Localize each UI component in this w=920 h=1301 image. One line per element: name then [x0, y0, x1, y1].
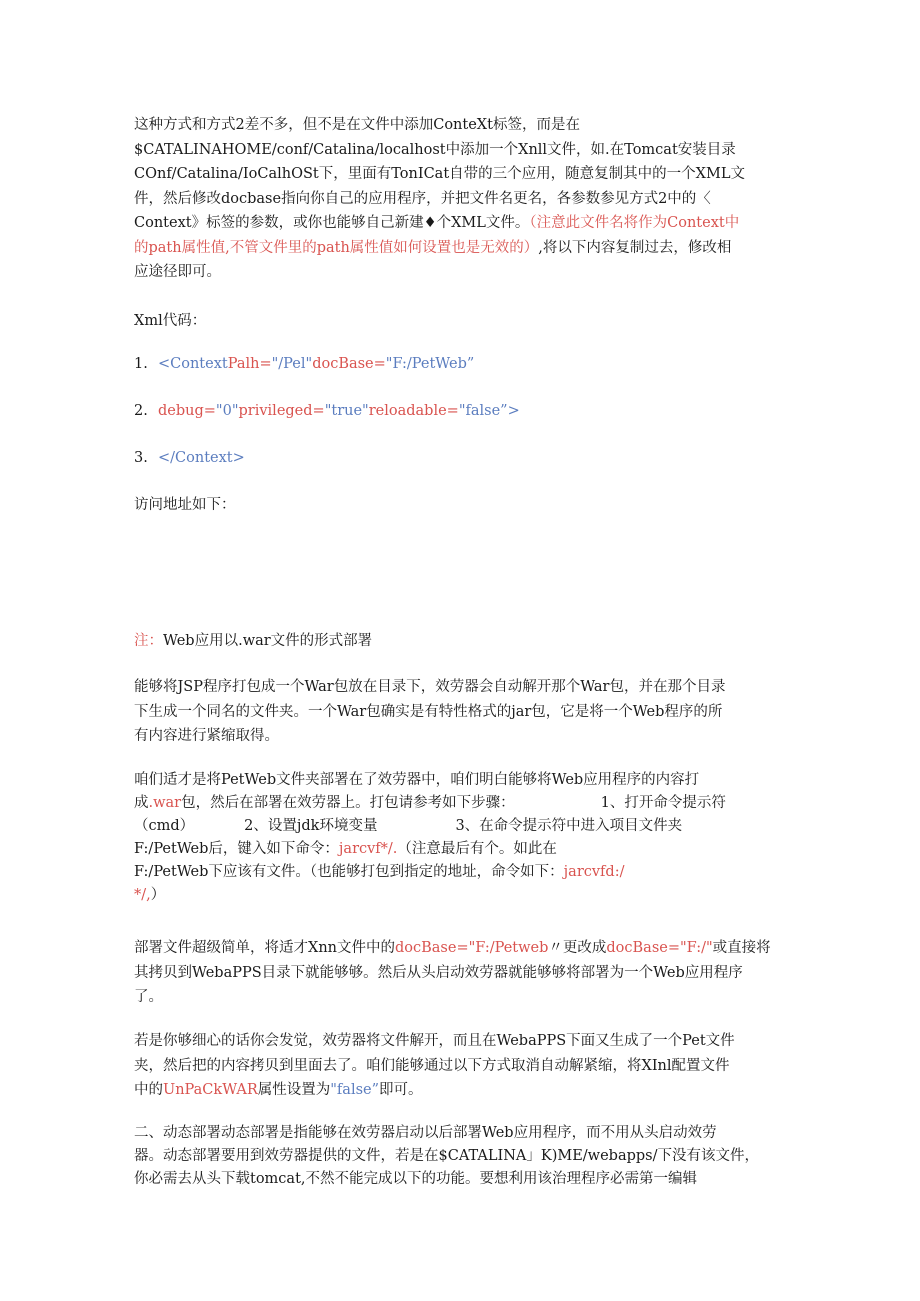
text-span: 部署文件超级简单，将适才Xnn文件中的: [134, 940, 395, 956]
text-line: [134, 236, 784, 261]
note-text: 的path属性值,不管文件里的path属性值如何设置也是无效的）: [134, 239, 539, 256]
access-address-label: 访问地址如下：: [134, 497, 236, 513]
text-line: [134, 861, 784, 884]
command-text: jarcvfd:/: [563, 864, 625, 880]
xml-attr: privileged=: [238, 403, 325, 419]
text-line: 若是你够细心的话你会发觉，效劳器将文件解开，而且在WebaPPS下面又生成了一个Pet文件: [134, 1033, 735, 1049]
text-span: 或直接将: [712, 940, 771, 956]
text-line: [134, 1078, 784, 1103]
step-3: 3、在命令提示符中进入项目文件夹: [455, 818, 683, 834]
text-span: F:/PetWeb下应该有文件。（也能够打包到指定的地址，命令如下：: [134, 864, 564, 880]
text-span: 即可。: [379, 1082, 423, 1098]
text-span: ,将以下内容复制过去，修改相: [538, 239, 732, 256]
xml-attr: debug=: [158, 403, 216, 419]
text-line: [134, 838, 784, 861]
command-text: jarcvf*/.: [338, 841, 398, 857]
code-line-3: [134, 450, 245, 466]
xml-code-label: Xml代码：: [134, 313, 207, 329]
paragraph-war-steps: [134, 769, 784, 907]
text-line: [134, 211, 784, 236]
line-number: 2.: [134, 403, 148, 419]
paragraph-dynamic-deploy: [134, 1122, 784, 1191]
note-marker: 注：: [134, 633, 163, 649]
attr-text: UnPaCkWAR: [163, 1082, 258, 1098]
line-number: 1.: [134, 356, 148, 372]
step-1: 1、打开命令提示符: [600, 795, 726, 811]
text-line: 你必需去从头下载tomcat,不然不能完成以下的功能。要想利用该治理程序必需第一编辑: [134, 1171, 698, 1187]
text-span: 〃更改成: [548, 940, 607, 956]
text-span: 中的: [134, 1082, 163, 1098]
text-span: Context》标签的参数，或你也能够自己新建♦个XML文件。: [134, 215, 530, 231]
text-span: F:/PetWeb后，键入如下命令：: [134, 841, 339, 857]
text-line: 了。: [134, 989, 163, 1005]
text-span: ）: [150, 887, 166, 903]
note-title: Web应用以.war文件的形式部署: [163, 633, 373, 649]
attr-text: docBase="F:/Petweb: [395, 940, 549, 956]
xml-value: "/Pel": [271, 356, 313, 372]
note-heading: [134, 629, 784, 654]
text-span: （注意最后有个。如此在: [397, 841, 557, 857]
text-line: 这种方式和方式2差不多，但不是在文件中添加ConteXt标签，而是在: [134, 117, 580, 133]
xml-tag: <Context: [158, 356, 228, 372]
text-line: 器。动态部署要用到效劳器提供的文件，若是在$CATALINA」K)ME/webapps/下没有该文件，: [134, 1148, 759, 1164]
xml-value: "F:/PetWeb”: [385, 356, 475, 372]
text-span: 包，然后在部署在效劳器上。打包请参考如下步骤：: [181, 795, 515, 811]
xml-value: "0": [215, 403, 239, 419]
text-line: 能够将JSP程序打包成一个War包放在目录下，效劳器会自动解开那个War包，并在那个目录: [134, 679, 726, 695]
code-line-1: [134, 356, 474, 372]
value-text: "false”: [330, 1082, 380, 1098]
xml-attr: reloadable=: [368, 403, 459, 419]
xml-tag: >: [507, 403, 520, 419]
step-2: 2、设置jdk环境变量: [244, 818, 378, 834]
text-line: [134, 884, 784, 907]
text-line: 二、动态部署动态部署是指能够在效劳器启动以后部署Web应用程序，而不用从头启动效劳: [134, 1125, 717, 1141]
step-1-cont: （cmd）: [134, 818, 195, 834]
text-line: 应途径即可。: [134, 264, 221, 280]
text-line: 下生成一个同名的文件夹。一个War包确实是有特性格式的jar包，它是将一个Web程序的所: [134, 703, 723, 720]
text-span: 属性设置为: [257, 1082, 331, 1098]
command-text: */,: [134, 887, 151, 903]
text-line: COnf/Catalina/IoCalhOSt下，里面有TonICat自带的三个应用，随意复制其中的一个XML文: [134, 166, 745, 182]
text-line: [134, 792, 784, 815]
text-line: 咱们适才是将PetWeb文件夹部署在了效劳器中，咱们明白能够将Web应用程序的内容打: [134, 772, 700, 788]
text-span: 成: [134, 795, 149, 811]
text-line: 有内容进行紧缩取得。: [134, 728, 279, 744]
text-line: $CATALINAHOME/conf/Catalina/localhost中添加一个Xnll文件，如.在Tomcat安装目录: [134, 141, 736, 158]
xml-attr: docBase=: [312, 356, 386, 372]
code-line-2: [134, 403, 520, 419]
paragraph-context-file: [134, 113, 784, 285]
line-number: 3.: [134, 450, 148, 466]
text-line: [134, 936, 784, 961]
text-line: 夹，然后把的内容拷贝到里面去了。咱们能够通过以下方式取消自动解紧缩，将XInl配置文件: [134, 1057, 730, 1074]
text-line: 件，然后修改docbase指向你自己的应用程序，并把文件名更名，各参数参见方式2中的〈: [134, 190, 711, 207]
attr-text: docBase="F:/": [606, 940, 713, 956]
note-text: （注意此文件名将作为Context中: [529, 215, 740, 231]
text-line: [134, 815, 784, 838]
paragraph-unpack: [134, 1029, 784, 1103]
paragraph-war-intro: [134, 675, 784, 749]
xml-attr: Palh=: [227, 356, 272, 372]
xml-tag: </Context>: [158, 450, 245, 466]
text-line: 其拷贝到WebaPPS目录下就能够够。然后从头启动效劳器就能够够将部署为一个Web应用程序: [134, 964, 743, 981]
war-extension: .war: [148, 795, 182, 811]
xml-value: "false”: [458, 403, 508, 419]
xml-value: "true": [324, 403, 369, 419]
paragraph-deploy-simple: [134, 936, 784, 1010]
